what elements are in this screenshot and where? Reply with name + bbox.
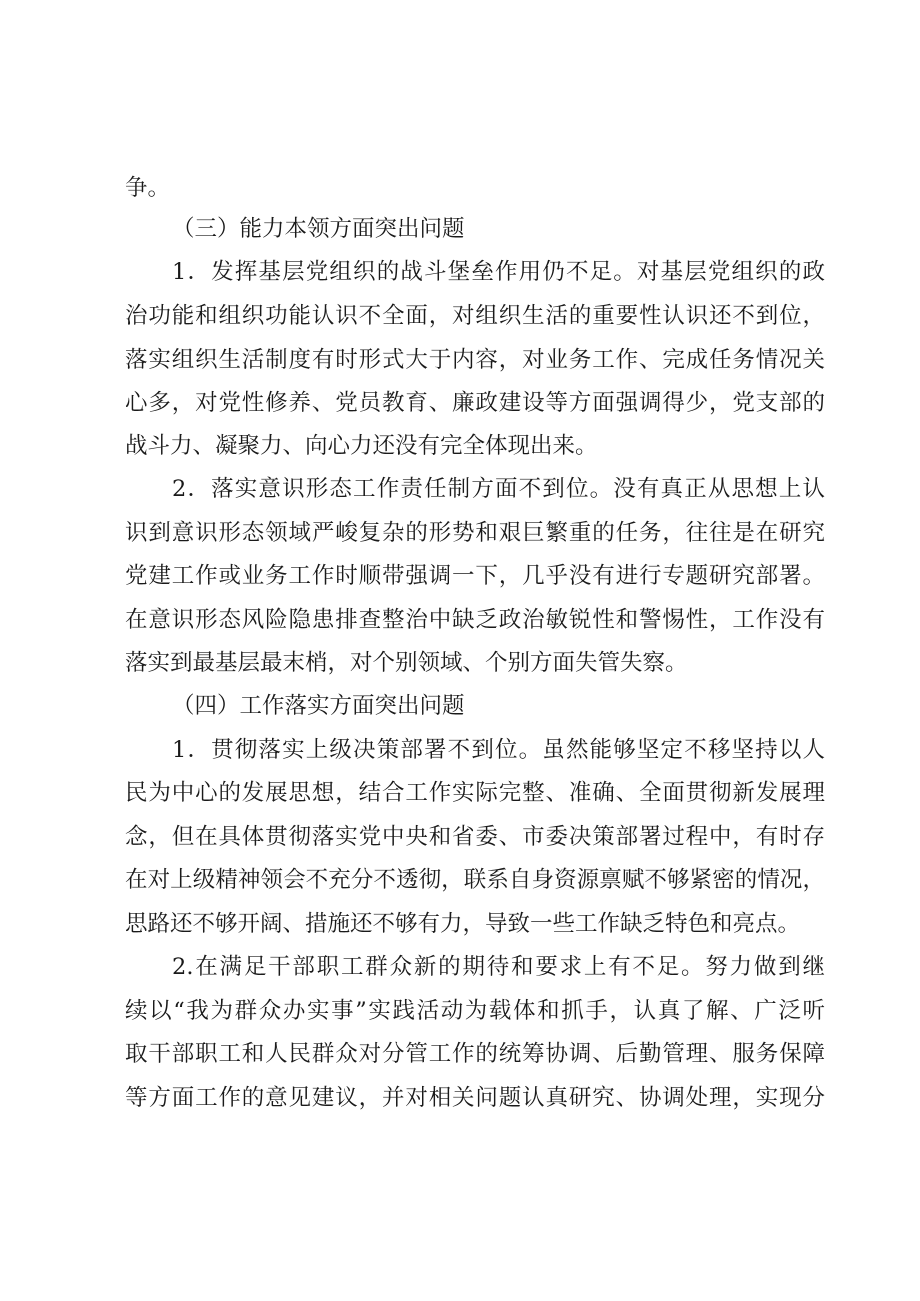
item-4-1-line-1: 1．贯彻落实上级决策部署不到位。虽然能够坚定不移坚持以人 (172, 737, 825, 763)
item-4-2-line-4: 等方面工作的意见建议，并对相关问题认真研究、协调处理，实现分 (125, 1085, 825, 1111)
item-3-2-line-5: 落实到最基层最末梢，对个别领域、个别方面失管失察。 (125, 650, 688, 676)
item-3-1-line-3: 落实组织生活制度有时形式大于内容，对业务工作、完成任务情况关 (125, 347, 825, 373)
item-4-2-line-3: 取干部职工和人民群众对分管工作的统筹协调、后勤管理、服务保障 (125, 1041, 825, 1067)
item-4-1-line-5: 思路还不够开阔、措施还不够有力，导致一些工作缺乏特色和亮点。 (125, 911, 801, 937)
item-3-2-line-3: 党建工作或业务工作时顺带强调一下，几乎没有进行专题研究部署。 (125, 563, 825, 589)
item-3-2-line-2: 识到意识形态领域严峻复杂的形势和艰巨繁重的任务，往往是在研究 (125, 520, 825, 546)
item-3-1-line-4: 心多，对党性修养、党员教育、廉政建设等方面强调得少，党支部的 (125, 390, 825, 416)
item-3-1-line-2: 治功能和组织功能认识不全面，对组织生活的重要性认识还不到位， (125, 303, 825, 329)
item-4-1-line-4: 在对上级精神领会不充分不透彻，联系自身资源禀赋不够紧密的情况， (125, 867, 825, 893)
item-3-1-line-1: 1．发挥基层党组织的战斗堡垒作用仍不足。对基层党组织的政 (172, 259, 825, 285)
item-4-2-line-1: 2.在满足干部职工群众新的期待和要求上有不足。努力做到继 (172, 954, 825, 980)
item-4-2-line-2: 续以“我为群众办实事”实践活动为载体和抓手，认真了解、广泛听 (125, 998, 825, 1024)
item-3-1-line-5: 战斗力、凝聚力、向心力还没有完全体现出来。 (125, 433, 598, 459)
item-3-2-line-4: 在意识形态风险隐患排查整治中缺乏政治敏锐性和警惕性，工作没有 (125, 607, 825, 633)
item-4-1-line-2: 民为中心的发展思想，结合工作实际完整、准确、全面贯彻新发展理 (125, 780, 825, 806)
section-heading-3: （三）能力本领方面突出问题 (172, 216, 465, 242)
section-heading-4: （四）工作落实方面突出问题 (172, 693, 465, 719)
item-3-2-line-1: 2．落实意识形态工作责任制方面不到位。没有真正从思想上认 (172, 476, 825, 502)
item-4-1-line-3: 念，但在具体贯彻落实党中央和省委、市委决策部署过程中，有时存 (125, 824, 825, 850)
paragraph-tail-line: 争。 (125, 175, 171, 201)
